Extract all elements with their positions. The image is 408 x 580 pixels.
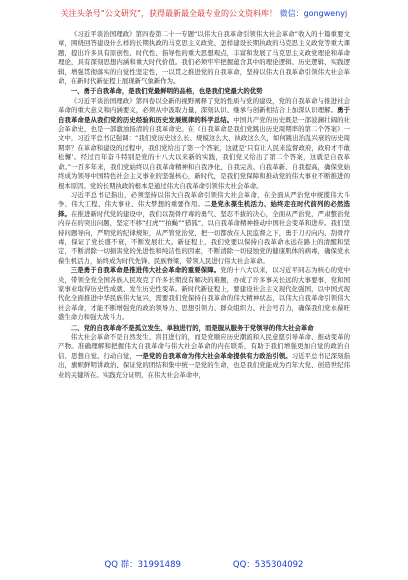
paragraph-5-bold: 一是党的自我革命为伟大社会革命提供有力政治引领。: [135, 351, 292, 360]
qq-contact: [233, 559, 304, 571]
paragraph-3-bold: 二是党永葆生机活力、始终走在时代前列的必然选择。: [58, 200, 350, 218]
section-heading-2: 二、党的自我革命不是孤立发生、单独进行的，而是服从服务于党领导的伟大社会革命: [70, 323, 314, 332]
wechat-id: 微信：gongwenyj: [277, 9, 348, 18]
qq-group: [105, 559, 181, 571]
paragraph-5-text: 伟大社会革命不是自然发生、盲目进行的，而是党顺应历史潮流和人民意愿引导革命、推动变革的产物。准确理解和把握伟大自我革命与伟大社会革命的内在联系，有助于我们增强更加自觉的政治自信、思想自觉、行动自觉，: [58, 333, 350, 360]
paragraph-2-bold: 勇于自我革命是从我们党的历史经验和历史发展规律的科学总结。: [58, 106, 351, 124]
paragraph-3-text: 习近平总书记指出，必须坚持以伟大自我革命引领伟大社会革命，在全面从严治党中统揽伟大斗争、伟大工程、伟大事业、伟大梦想的重要作用。: [58, 190, 350, 209]
paragraph-4-bold: 三是勇于自我革命是推进伟大社会革命的重要保障。: [70, 266, 221, 275]
paragraph-2-text-b: 中国共产党的历史既是一部波澜壮阔的社会革命史，也是一部激浊扬清的自我革命史。在《自我革命是我们党跳出历史周期率的第二个答案》一文中，习近平总书记强调：“我们党历史这么长、规模这么大、执政这么久，如何跳出治乱兴衰的历史周期率？在革命和建设的过程中，我们党给出了第一个答案，这就是‘只有让人民来监督政府，政府才不敢松懈’。经过百年奋斗特别是党的十八大以来新的实践，我们党又给出了第二个答案，这就是自我革命。”一百多年来，我们党始终以自我革命精神和自我净化、自我完善、自我革新、自我提高，确保党始终成为领导中国特色社会主义事业的坚强核心，新时代，是我们党保障和推动党的伟大事业不断推进的根本原因。党的长期执政的根本是通过伟大自我革命引领伟大社会革命。: [58, 115, 351, 190]
paragraph-5-text-b: 习近平总书记深刻指出，旗帜鲜明讲政治、保证党的团结和集中统一是党的生命，也是我们党能成为百年大党、创造世纪伟业的关键所在。实践充分证明，在伟大社会革命中，: [58, 351, 351, 379]
paragraph-4: [58, 266, 350, 322]
top-banner: [30, 8, 378, 19]
paragraph-4-text: 党的十八大以来，以习近平同志为核心的党中央，带领全党全国各族人民攻克了许多长期没有解决的难题，办成了许多事关长远的大事要事，党和国家事业取得历史性成就、发生历史性变革。新时代新征程上，要建设社会主义现代化强国，以中国式现代化全面推进中华民族伟大复兴，需要我们党保持自我革命的伟大精神状态，以伟大自我革命引领伟大社会革命，才能不断增强党的政治领导力、思想引领力、群众组织力、社会号召力，确保我们党永葆旺盛生命力和强大战斗力。: [58, 266, 351, 322]
qq-number: 535304092: [254, 560, 304, 570]
paragraph-intro: 《习近平谈治国理政》第四卷第二十一专题“以伟大自我革命引领伟大社会革命”收入的十篇重要文章，围绕回答建设什么样的长期执政的马克思主义政党、怎样建设长期执政的马克思主义政党等重大课题，提出许多具有原创性、时代性、指导性的重大思想观点，丰富和发展了马克思主义政党理论和革命理论，具有深刻思想内涵和重大时代价值。我们必须牢牢把握蕴含其中的理论逻辑、历史逻辑、实践逻辑，增强贯彻落实的自觉性坚定性，一以贯之推进党的自我革命，坚持以伟大自我革命引领伟大社会革命，在新时代新征程上展现新气象新作为。: [58, 30, 350, 86]
paragraph-3: [58, 191, 350, 266]
qq-group-number: 31991489: [137, 560, 181, 570]
paragraph-2: [58, 97, 350, 191]
paragraph-3-text-b: 在推进新时代党的建设中，我们以刮骨疗毒的勇气、坚忍不拔的决心，全面从严治党，严肃整治党内存在的突出问题，坚定不移“打虎”“拍蝇”“猎狐”，以自我革命精神推动中国社会变革和进步。我们坚持问题导向，严明党的纪律规矩，从严管党治党，把一切都放在人民监督之下，勇于刀刃向内、刮骨疗毒，保证了党长盛不衰，不断发展壮大。新征程上，我们党要以保持自我革命永远在路上的清醒和坚定，不断清除一切损害党的先进性和纯洁性的因素，不断清除一切侵蚀党的健康肌体的病毒，确保党永葆生机活力，始终成为时代先锋、民族脊梁，带领人民进行伟大社会革命。: [58, 209, 351, 265]
section-heading-1: 一、勇于自我革命，是我们党最鲜明的品格，也是我们党最大的优势: [70, 87, 263, 96]
banner-text: 关注头条号“公文研究”，获得最新最全最专业的公文资料库！: [60, 9, 278, 18]
paragraph-2-text: 《习近平谈治国理政》第四卷以全新的视野阐释了党的性质与党的建设，党的自我革命与推进社会革命的重大意义和内涵要义，必须从中汲取力量，深刻认识、继承与创新相结合上加深认识理解。: [58, 96, 350, 115]
qq-label: QQ：: [232, 560, 255, 570]
qq-group-label: QQ 群：: [104, 560, 138, 570]
paragraph-5: [58, 333, 350, 380]
article-body: [58, 30, 350, 380]
footer-contacts: [0, 559, 408, 571]
